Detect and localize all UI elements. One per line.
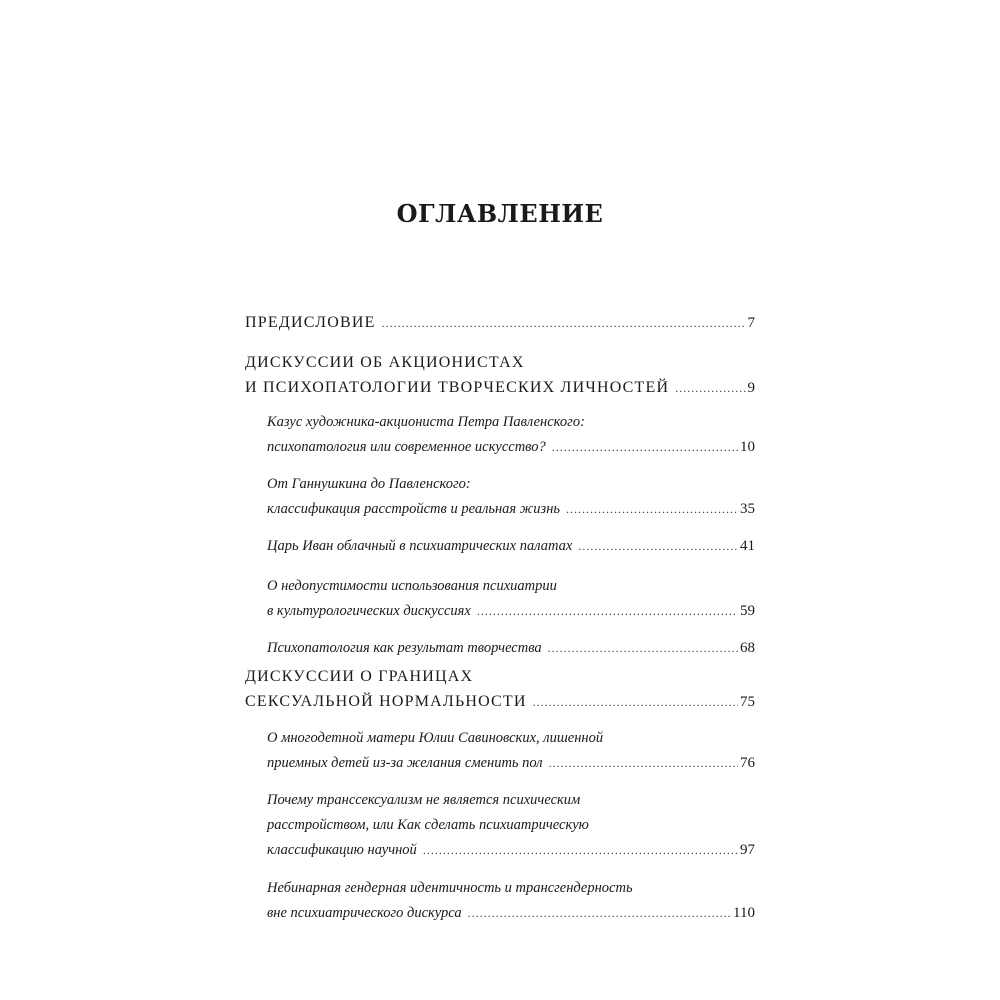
toc-entry-last-line [267, 636, 755, 661]
toc-entry-title-line: расстройством, или Как сделать психиатрическую [267, 817, 589, 833]
dot-leader [423, 838, 738, 863]
toc-entry-title-line: Казус художника-акциониста Петра Павленского: [267, 414, 585, 430]
dot-leader [382, 311, 746, 336]
page-number: 59 [740, 603, 755, 619]
page-number: 76 [740, 755, 755, 771]
toc-entry-title-line: Царь Иван облачный в психиатрических палатах [267, 538, 573, 554]
toc-section-entry[interactable] [267, 410, 755, 460]
toc-entry-title-line: СЕКСУАЛЬНОЙ НОРМАЛЬНОСТИ [245, 693, 527, 710]
dot-leader [549, 751, 738, 776]
dot-leader [675, 376, 745, 401]
toc-section-entry[interactable] [267, 726, 755, 776]
toc-entry-title-line: приемных детей из-за желания сменить пол [267, 755, 543, 771]
dot-leader [552, 435, 738, 460]
toc-entry-title-line: От Ганнушкина до Павленского: [267, 476, 471, 492]
page-number: 7 [747, 315, 755, 331]
toc-section-entry[interactable] [267, 636, 755, 661]
toc-entry-title-line: вне психиатрического дискурса [267, 905, 462, 921]
toc-entry-title-line: Почему транссексуализм не является психическим [267, 792, 581, 808]
toc-entry-title-line: классификацию научной [267, 842, 417, 858]
dot-leader [477, 599, 738, 624]
page-number: 10 [740, 439, 755, 455]
page-number: 110 [733, 905, 755, 921]
toc-entry-last-line [267, 751, 755, 776]
dot-leader [533, 690, 738, 715]
toc-entry-last-line [267, 497, 755, 522]
toc-chapter-entry[interactable] [245, 310, 755, 336]
toc-entry-title-line: Психопатология как результат творчества [267, 640, 542, 656]
toc-entry-title-line: И ПСИХОПАТОЛОГИИ ТВОРЧЕСКИХ ЛИЧНОСТЕЙ [245, 379, 670, 396]
dot-leader [548, 636, 738, 661]
page-number: 68 [740, 640, 755, 656]
toc-chapter-entry[interactable] [245, 350, 755, 401]
page-title: ОГЛАВЛЕНИЕ [396, 199, 604, 228]
toc-entry-last-line [245, 310, 755, 336]
toc-section-entry[interactable] [267, 876, 755, 926]
toc-section-entry[interactable] [267, 574, 755, 624]
toc-section-entry[interactable] [267, 472, 755, 522]
toc-section-entry[interactable] [267, 534, 755, 559]
toc-entry-title-line: ДИСКУССИИ О ГРАНИЦАХ [245, 668, 474, 685]
page-number: 35 [740, 501, 755, 517]
dot-leader [578, 534, 738, 559]
toc-entry-last-line [267, 901, 755, 926]
page-number: 9 [747, 380, 755, 396]
toc-entry-title-line: в культурологических дискуссиях [267, 603, 471, 619]
page-number: 97 [740, 842, 755, 858]
toc-entry-title-line: психопатология или современное искусство? [267, 439, 546, 455]
toc-entry-title-line: Небинарная гендерная идентичность и трансгендерность [267, 880, 633, 896]
page-number: 75 [740, 694, 755, 710]
toc-entry-last-line [267, 838, 755, 863]
toc-entry-title-line: О многодетной матери Юлии Савиновских, лишенной [267, 730, 604, 746]
toc-entry-last-line [245, 689, 755, 715]
toc-entry-title-line: О недопустимости использования психиатрии [267, 578, 557, 594]
toc-section-entry[interactable] [267, 788, 755, 863]
toc-entry-last-line [267, 534, 755, 559]
toc-entry-title-line: ПРЕДИСЛОВИЕ [245, 314, 376, 331]
toc-chapter-entry[interactable] [245, 664, 755, 715]
toc-entry-title-line: ДИСКУССИИ ОБ АКЦИОНИСТАХ [245, 354, 525, 371]
dot-leader [468, 901, 731, 926]
toc-entry-last-line [267, 435, 755, 460]
toc-entry-last-line [245, 375, 755, 401]
toc-entry-last-line [267, 599, 755, 624]
toc-entry-title-line: классификация расстройств и реальная жизнь [267, 501, 560, 517]
page-number: 41 [740, 538, 755, 554]
dot-leader [566, 497, 738, 522]
